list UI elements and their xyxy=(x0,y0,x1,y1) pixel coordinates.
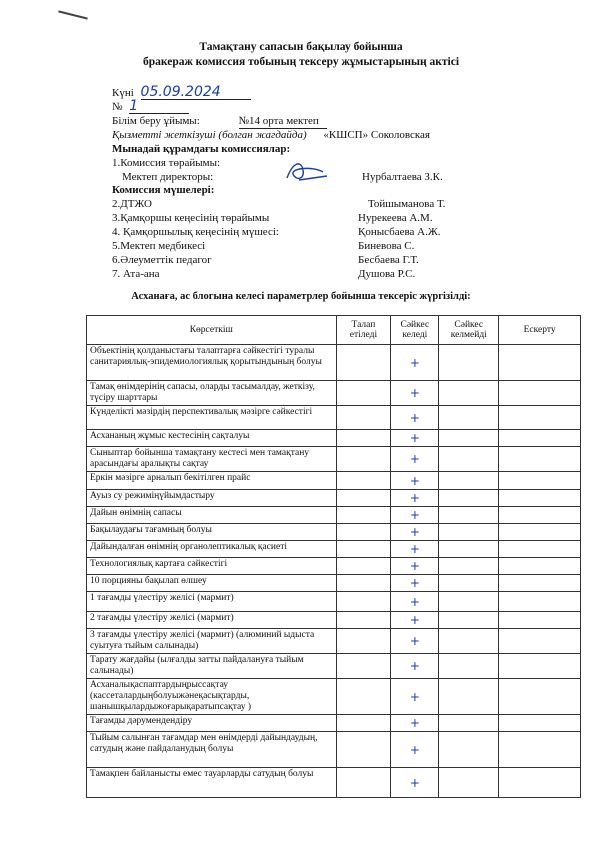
indicator-cell: Асхананың жұмыс кестесінің сақталуы xyxy=(87,430,337,447)
note-cell xyxy=(499,447,581,472)
compliant-check-mark: + xyxy=(391,768,439,798)
indicator-cell: Еркін мәзірге арналып бекітілген прайс xyxy=(87,472,337,490)
table-row xyxy=(87,447,581,472)
date-label: Күні xyxy=(112,87,134,99)
table-row xyxy=(87,406,581,430)
required-cell xyxy=(336,447,391,472)
member-role: 3.Қамқоршы кеңесінің төрайымы xyxy=(112,212,270,224)
note-cell xyxy=(499,732,581,768)
noncompliant-cell xyxy=(439,679,499,715)
table-row xyxy=(87,558,581,575)
compliant-check-mark: + xyxy=(391,381,439,406)
table-row xyxy=(87,490,581,507)
noncompliant-cell xyxy=(439,472,499,490)
members-heading: Комиссия мүшелері: xyxy=(112,184,215,196)
org-row xyxy=(112,115,327,129)
header-indicator: Көрсеткіш xyxy=(87,316,337,345)
org-label: Білім беру ұйымы: xyxy=(112,115,200,127)
noncompliant-cell xyxy=(439,592,499,612)
header-compliant: Сәйкес келеді xyxy=(391,316,439,345)
member-role: 5.Мектеп медбикесі xyxy=(112,240,206,252)
note-cell xyxy=(499,592,581,612)
indicator-cell: Тағамды дәрумендендіру xyxy=(87,715,337,732)
noncompliant-cell xyxy=(439,715,499,732)
required-cell xyxy=(336,430,391,447)
note-cell xyxy=(499,612,581,629)
note-cell xyxy=(499,490,581,507)
date-value: 05.09.2024 xyxy=(141,86,251,100)
note-cell xyxy=(499,381,581,406)
required-cell xyxy=(336,558,391,575)
table-row xyxy=(87,524,581,541)
required-cell xyxy=(336,575,391,592)
compliant-check-mark: + xyxy=(391,612,439,629)
indicator-cell: Тыйым салынған тағамдар мен өнімдерді дайындаудың, сатудың және пайдаланудың болуы xyxy=(87,732,337,768)
table-row xyxy=(87,715,581,732)
indicator-cell: 2 тағамды үлестіру желісі (мармит) xyxy=(87,612,337,629)
required-cell xyxy=(336,592,391,612)
table-row xyxy=(87,679,581,715)
compliant-check-mark: + xyxy=(391,524,439,541)
table-row xyxy=(87,575,581,592)
required-cell xyxy=(336,541,391,558)
compliant-check-mark: + xyxy=(391,490,439,507)
indicator-cell: Дайын өнімнің сапасы xyxy=(87,507,337,524)
indicator-cell: Асханалықаспаптардыңрыссақтау (кассеталардыңболуыжәнеқасықтарды, шанышқылардыжоғарықаратыпсақтау ) xyxy=(87,679,337,715)
number-label: № xyxy=(112,101,123,113)
noncompliant-cell xyxy=(439,507,499,524)
indicator-cell: Тамақпен байланысты емес тауарларды сатудың болуы xyxy=(87,768,337,798)
note-cell xyxy=(499,430,581,447)
note-cell xyxy=(499,406,581,430)
required-cell xyxy=(336,490,391,507)
compliant-check-mark: + xyxy=(391,345,439,381)
table-row xyxy=(87,507,581,524)
note-cell xyxy=(499,541,581,558)
noncompliant-cell xyxy=(439,541,499,558)
indicator-cell: 1 тағамды үлестіру желісі (мармит) xyxy=(87,592,337,612)
noncompliant-cell xyxy=(439,524,499,541)
required-cell xyxy=(336,679,391,715)
indicator-cell: 10 порцияны бақылап өлшеу xyxy=(87,575,337,592)
member-role: 2.ДТЖО xyxy=(112,198,152,210)
compliant-check-mark: + xyxy=(391,732,439,768)
required-cell xyxy=(336,507,391,524)
noncompliant-cell xyxy=(439,381,499,406)
note-cell xyxy=(499,472,581,490)
indicator-cell: Технологиялық картаға сәйкестігі xyxy=(87,558,337,575)
note-cell xyxy=(499,679,581,715)
member-name: Бесбаева Г.Т. xyxy=(358,254,419,266)
director-name: Нурбалтаева З.К. xyxy=(362,171,443,183)
required-cell xyxy=(336,381,391,406)
member-name: Биневова С. xyxy=(358,240,415,252)
compliant-check-mark: + xyxy=(391,447,439,472)
indicator-cell: Күнделікті мәзірдің перспективалық мәзірге сәйкестігі xyxy=(87,406,337,430)
noncompliant-cell xyxy=(439,558,499,575)
noncompliant-cell xyxy=(439,406,499,430)
table-row xyxy=(87,381,581,406)
noncompliant-cell xyxy=(439,654,499,679)
table-header-row xyxy=(87,316,581,345)
member-role: 4. Қамқоршылық кеңесінің мүшесі: xyxy=(112,226,279,238)
indicator-cell: Ауыз су режиміңүйымдастыру xyxy=(87,490,337,507)
director-signature xyxy=(283,158,331,184)
member-name: Қонысбаева А.Ж. xyxy=(358,226,441,238)
required-cell xyxy=(336,629,391,654)
number-value: 1 xyxy=(129,100,189,114)
chair-label: 1.Комиссия төрайымы: xyxy=(112,157,221,169)
note-cell xyxy=(499,345,581,381)
indicator-cell: Бақылаудағы тағамның болуы xyxy=(87,524,337,541)
noncompliant-cell xyxy=(439,430,499,447)
compliant-check-mark: + xyxy=(391,715,439,732)
compliant-check-mark: + xyxy=(391,472,439,490)
note-cell xyxy=(499,507,581,524)
number-row xyxy=(112,100,189,114)
member-role: 7. Ата-ана xyxy=(112,268,160,280)
table-row xyxy=(87,541,581,558)
table-row xyxy=(87,612,581,629)
compliant-check-mark: + xyxy=(391,541,439,558)
title-line-2: бракераж комиссия тобының тексеру жұмыстарының актісі xyxy=(142,56,460,68)
noncompliant-cell xyxy=(439,490,499,507)
header-note: Ескерту xyxy=(499,316,581,345)
compliant-check-mark: + xyxy=(391,575,439,592)
member-role: 6.Әлеуметтік педагог xyxy=(112,254,212,266)
inspection-table xyxy=(86,315,581,798)
indicator-cell: Сыныптар бойынша тамақтану кестесі мен тамақтану арасындағы аралықты сақтау xyxy=(87,447,337,472)
table-row xyxy=(87,654,581,679)
compliant-check-mark: + xyxy=(391,406,439,430)
supplier-row xyxy=(112,129,430,142)
required-cell xyxy=(336,732,391,768)
section-heading: Асханаға, ас блогына келесі параметрлер бойынша тексеріс жүргізілді: xyxy=(131,291,471,302)
note-cell xyxy=(499,558,581,575)
indicator-cell: Тарату жағдайы (ылғалды затты пайдалануға тыйым салынады) xyxy=(87,654,337,679)
table-row xyxy=(87,345,581,381)
note-cell xyxy=(499,629,581,654)
noncompliant-cell xyxy=(439,768,499,798)
note-cell xyxy=(499,715,581,732)
note-cell xyxy=(499,575,581,592)
table-row xyxy=(87,430,581,447)
compliant-check-mark: + xyxy=(391,679,439,715)
supplier-value: «КШСП» Соколовская xyxy=(323,129,430,141)
table-row xyxy=(87,592,581,612)
required-cell xyxy=(336,472,391,490)
note-cell xyxy=(499,524,581,541)
noncompliant-cell xyxy=(439,345,499,381)
indicator-cell: Дайындалған өнімнің органолептикалық қасиеті xyxy=(87,541,337,558)
org-value: №14 орта мектеп xyxy=(239,115,327,129)
supplier-label: Қызметті жеткізуші (болган жагдайда) xyxy=(112,129,307,141)
required-cell xyxy=(336,654,391,679)
indicator-cell: Тамақ өнімдерінің сапасы, оларды тасымалдау, жеткізу, түсіру шарттары xyxy=(87,381,337,406)
noncompliant-cell xyxy=(439,612,499,629)
noncompliant-cell xyxy=(439,629,499,654)
noncompliant-cell xyxy=(439,575,499,592)
director-label: Мектеп директоры: xyxy=(122,171,214,183)
title-line-1: Тамақтану сапасын бақылау бойынша xyxy=(199,41,403,53)
compliant-check-mark: + xyxy=(391,592,439,612)
compliant-check-mark: + xyxy=(391,430,439,447)
table-row xyxy=(87,768,581,798)
compliant-check-mark: + xyxy=(391,558,439,575)
header-noncompliant: Сәйкес келмейді xyxy=(439,316,499,345)
indicator-cell: Объектінің қолданыстағы талаптарға сәйкестігі туралы санитариялық-эпидемиологиялық қорытындының болуы xyxy=(87,345,337,381)
member-name: Душова Р.С. xyxy=(358,268,416,280)
table-row xyxy=(87,472,581,490)
note-cell xyxy=(499,654,581,679)
required-cell xyxy=(336,612,391,629)
note-cell xyxy=(499,768,581,798)
required-cell xyxy=(336,715,391,732)
member-name: Тойшыманова Т. xyxy=(368,198,446,210)
table-row xyxy=(87,732,581,768)
commission-heading: Мынадай құрамдағы комиссиялар: xyxy=(112,143,291,155)
compliant-check-mark: + xyxy=(391,654,439,679)
member-name: Нурекеева А.М. xyxy=(358,212,433,224)
compliant-check-mark: + xyxy=(391,629,439,654)
required-cell xyxy=(336,524,391,541)
noncompliant-cell xyxy=(439,732,499,768)
header-required: Талап етіледі xyxy=(336,316,391,345)
scan-mark xyxy=(58,10,88,19)
table-row xyxy=(87,629,581,654)
noncompliant-cell xyxy=(439,447,499,472)
compliant-check-mark: + xyxy=(391,507,439,524)
required-cell xyxy=(336,345,391,381)
required-cell xyxy=(336,406,391,430)
indicator-cell: 3 тағамды үлестіру желісі (мармит) (алюминий ыдыста суытуға тыйым салынады) xyxy=(87,629,337,654)
required-cell xyxy=(336,768,391,798)
